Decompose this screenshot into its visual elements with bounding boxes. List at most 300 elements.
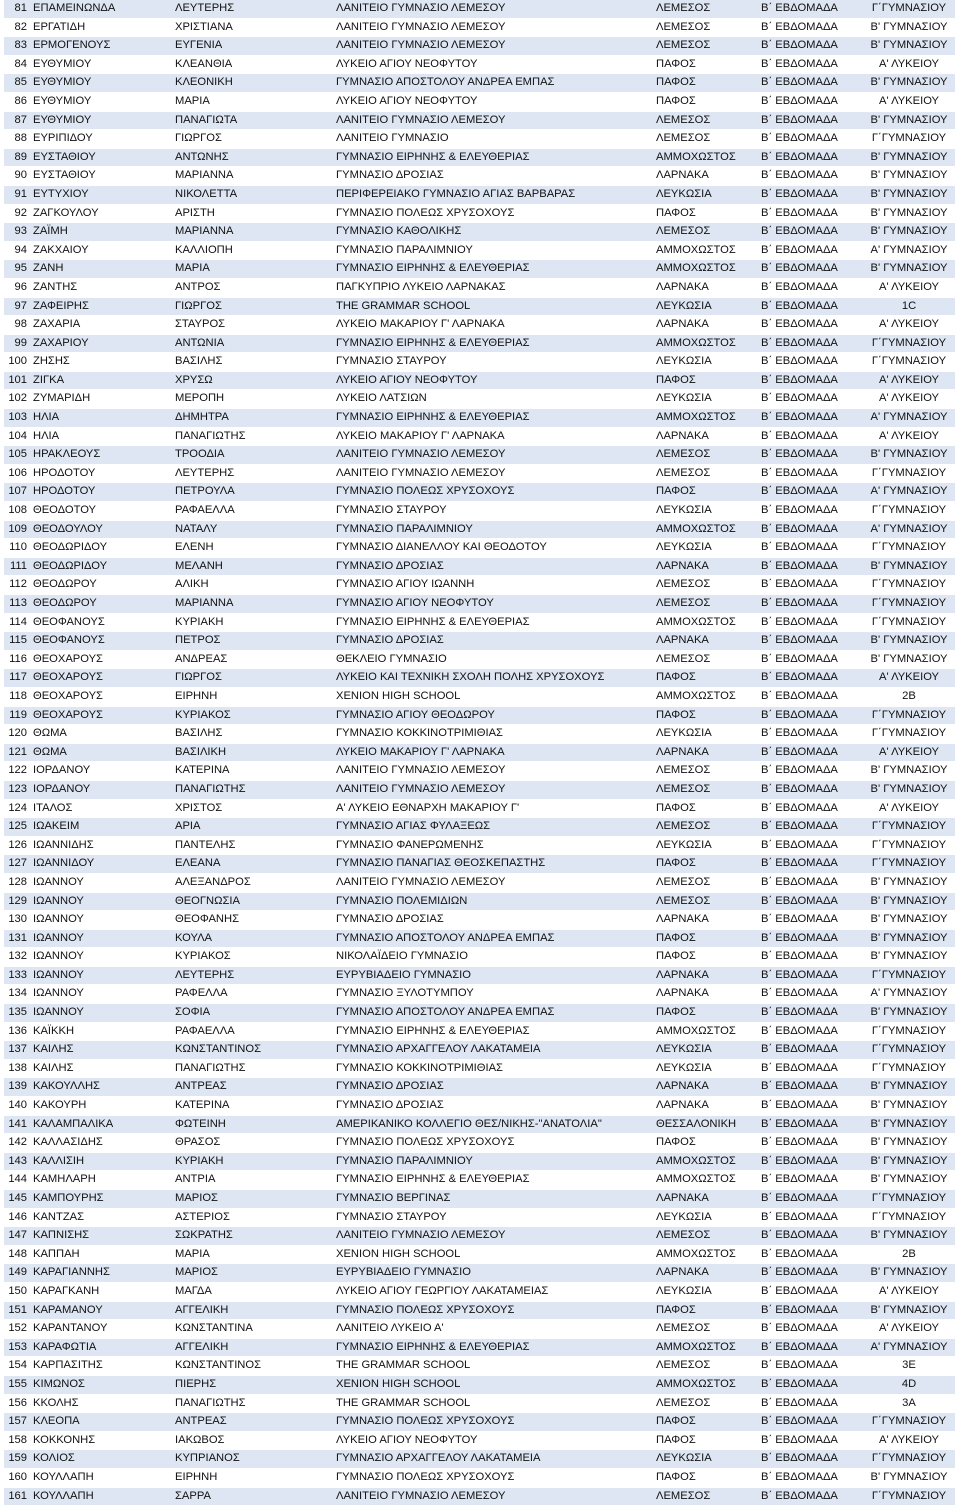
week-cell: Β΄ ΕΒΔΟΜΑΔΑ [758, 632, 863, 651]
row-number-cell: 134 [4, 985, 30, 1004]
school-name-cell: ΑΜΕΡΙΚΑΝΙΚΟ ΚΟΛΛΕΓΙΟ ΘΕΣ/ΝΙΚΗΣ-"ΑΝΑΤΟΛΙΑ" [333, 1115, 653, 1134]
table-row [4, 1450, 955, 1469]
table-row [4, 1375, 955, 1394]
week-cell: Β΄ ΕΒΔΟΜΑΔΑ [758, 836, 863, 855]
row-number-cell: 143 [4, 1152, 30, 1171]
city-cell: ΛΕΜΕΣΟΣ [653, 780, 758, 799]
class-level-cell: Α' ΛΥΚΕΙΟΥ [863, 371, 955, 390]
city-cell: ΛΑΡΝΑΚΑ [653, 911, 758, 930]
last-name-cell: ΚΟΚΚΟΝΗΣ [30, 1431, 172, 1450]
school-name-cell: ΓΥΜΝΑΣΙΟ ΑΓΙΟΥ ΘΕΟΔΩΡΟΥ [333, 706, 653, 725]
week-cell: Β΄ ΕΒΔΟΜΑΔΑ [758, 37, 863, 56]
city-cell: ΛΑΡΝΑΚΑ [653, 557, 758, 576]
table-row [4, 409, 955, 428]
week-cell: Β΄ ΕΒΔΟΜΑΔΑ [758, 185, 863, 204]
week-cell: Β΄ ΕΒΔΟΜΑΔΑ [758, 446, 863, 465]
school-name-cell: XENION HIGH SCHOOL [333, 1245, 653, 1264]
table-row [4, 557, 955, 576]
city-cell: ΠΑΦΟΣ [653, 204, 758, 223]
first-name-cell: ΦΩΤΕΙΝΗ [172, 1115, 333, 1134]
school-name-cell: ΓΥΜΝΑΣΙΟ ΑΠΟΣΤΟΛΟΥ ΑΝΔΡΕΑ ΕΜΠΑΣ [333, 74, 653, 93]
city-cell: ΛΕΥΚΩΣΙΑ [653, 1208, 758, 1227]
week-cell: Β΄ ΕΒΔΟΜΑΔΑ [758, 873, 863, 892]
row-number-cell: 102 [4, 390, 30, 409]
school-name-cell: ΕΥΡΥΒΙΑΔΕΙΟ ΓΥΜΝΑΣΙΟ [333, 1264, 653, 1283]
first-name-cell: ΣΩΚΡΑΤΗΣ [172, 1227, 333, 1246]
city-cell: ΛΕΥΚΩΣΙΑ [653, 1450, 758, 1469]
row-number-cell: 153 [4, 1338, 30, 1357]
city-cell: ΑΜΜΟΧΩΣΤΟΣ [653, 409, 758, 428]
last-name-cell: ΘΕΟΔΩΡΙΔΟΥ [30, 557, 172, 576]
last-name-cell: ΘΩΜΑ [30, 725, 172, 744]
class-level-cell: Α' ΛΥΚΕΙΟΥ [863, 427, 955, 446]
first-name-cell: ΠΑΝΑΓΙΩΤΗΣ [172, 1059, 333, 1078]
school-name-cell: ΓΥΜΝΑΣΙΟ ΣΤΑΥΡΟΥ [333, 1208, 653, 1227]
row-number-cell: 92 [4, 204, 30, 223]
last-name-cell: ΗΛΙΑ [30, 427, 172, 446]
school-name-cell: ΓΥΜΝΑΣΙΟ ΔΡΟΣΙΑΣ [333, 632, 653, 651]
week-cell: Β΄ ΕΒΔΟΜΑΔΑ [758, 725, 863, 744]
first-name-cell: ΚΥΡΙΑΚΗ [172, 613, 333, 632]
city-cell: ΛΕΜΕΣΟΣ [653, 130, 758, 149]
last-name-cell: ΖΥΜΑΡΙΔΗ [30, 390, 172, 409]
week-cell: Β΄ ΕΒΔΟΜΑΔΑ [758, 539, 863, 558]
last-name-cell: ΖΑΪΜΗ [30, 223, 172, 242]
last-name-cell: ΙΩΑΝΝΟΥ [30, 966, 172, 985]
class-level-cell: Β' ΓΥΜΝΑΣΙΟΥ [863, 1078, 955, 1097]
city-cell: ΑΜΜΟΧΩΣΤΟΣ [653, 334, 758, 353]
class-level-cell: Β' ΓΥΜΝΑΣΙΟΥ [863, 111, 955, 130]
school-name-cell: XENION HIGH SCHOOL [333, 687, 653, 706]
row-number-cell: 139 [4, 1078, 30, 1097]
last-name-cell: ΚΑΚΟΥΡΗ [30, 1097, 172, 1116]
week-cell: Β΄ ΕΒΔΟΜΑΔΑ [758, 74, 863, 93]
table-row [4, 929, 955, 948]
table-row [4, 1431, 955, 1450]
last-name-cell: ΚΑΛΛΑΣΙΔΗΣ [30, 1134, 172, 1153]
first-name-cell: ΒΑΣΙΛΗΣ [172, 725, 333, 744]
school-name-cell: ΓΥΜΝΑΣΙΟ ΑΡΧΑΓΓΕΛΟΥ ΛΑΚΑΤΑΜΕΙΑ [333, 1041, 653, 1060]
city-cell: ΛΑΡΝΑΚΑ [653, 278, 758, 297]
city-cell: ΛΑΡΝΑΚΑ [653, 1078, 758, 1097]
class-level-cell: Γ΄ΓΥΜΝΑΣΙΟΥ [863, 464, 955, 483]
last-name-cell: ΘΕΟΔΟΥΛΟΥ [30, 520, 172, 539]
last-name-cell: ΕΥΤΥΧΙΟΥ [30, 185, 172, 204]
table-row [4, 687, 955, 706]
first-name-cell: ΚΟΥΛΑ [172, 929, 333, 948]
school-name-cell: XENION HIGH SCHOOL [333, 1375, 653, 1394]
class-level-cell: 4D [863, 1375, 955, 1394]
first-name-cell: ΚΛΕΑΝΘΙΑ [172, 55, 333, 74]
row-number-cell: 126 [4, 836, 30, 855]
last-name-cell: ΙΤΑΛΟΣ [30, 799, 172, 818]
class-level-cell: Β' ΓΥΜΝΑΣΙΟΥ [863, 762, 955, 781]
first-name-cell: ΠΙΕΡΗΣ [172, 1375, 333, 1394]
last-name-cell: ΚΑΡΑΜΑΝΟΥ [30, 1301, 172, 1320]
school-name-cell: ΓΥΜΝΑΣΙΟ ΑΓΙΟΥ ΝΕΟΦΥΤΟΥ [333, 595, 653, 614]
city-cell: ΠΑΦΟΣ [653, 669, 758, 688]
first-name-cell: ΠΕΤΡΟΣ [172, 632, 333, 651]
city-cell: ΠΑΦΟΣ [653, 799, 758, 818]
week-cell: Β΄ ΕΒΔΟΜΑΔΑ [758, 1487, 863, 1506]
city-cell: ΠΑΦΟΣ [653, 483, 758, 502]
week-cell: Β΄ ΕΒΔΟΜΑΔΑ [758, 1431, 863, 1450]
first-name-cell: ΑΝΔΡΕΑΣ [172, 650, 333, 669]
city-cell: ΑΜΜΟΧΩΣΤΟΣ [653, 241, 758, 260]
city-cell: ΠΑΦΟΣ [653, 55, 758, 74]
class-level-cell: Γ΄ΓΥΜΝΑΣΙΟΥ [863, 1413, 955, 1432]
school-name-cell: ΛΥΚΕΙΟ ΑΓΙΟΥ ΝΕΟΦΥΤΟΥ [333, 371, 653, 390]
row-number-cell: 86 [4, 92, 30, 111]
school-name-cell: ΓΥΜΝΑΣΙΟ ΣΤΑΥΡΟΥ [333, 502, 653, 521]
row-number-cell: 103 [4, 409, 30, 428]
week-cell: Β΄ ΕΒΔΟΜΑΔΑ [758, 371, 863, 390]
last-name-cell: ΖΑΧΑΡΙΟΥ [30, 334, 172, 353]
last-name-cell: ΘΕΟΔΟΤΟΥ [30, 502, 172, 521]
city-cell: ΛΕΜΕΣΟΣ [653, 37, 758, 56]
table-row [4, 148, 955, 167]
city-cell: ΛΕΥΚΩΣΙΑ [653, 502, 758, 521]
row-number-cell: 116 [4, 650, 30, 669]
city-cell: ΠΑΦΟΣ [653, 1468, 758, 1487]
last-name-cell: ΕΥΘΥΜΙΟΥ [30, 111, 172, 130]
table-row [4, 762, 955, 781]
last-name-cell: ΙΩΑΝΝΙΔΟΥ [30, 855, 172, 874]
city-cell: ΛΑΡΝΑΚΑ [653, 1190, 758, 1209]
class-level-cell: Γ΄ΓΥΜΝΑΣΙΟΥ [863, 1059, 955, 1078]
class-level-cell: Β' ΓΥΜΝΑΣΙΟΥ [863, 948, 955, 967]
week-cell: Β΄ ΕΒΔΟΜΑΔΑ [758, 390, 863, 409]
school-name-cell: ΓΥΜΝΑΣΙΟ ΠΑΡΑΛΙΜΝΙΟΥ [333, 1152, 653, 1171]
city-cell: ΑΜΜΟΧΩΣΤΟΣ [653, 1152, 758, 1171]
week-cell: Β΄ ΕΒΔΟΜΑΔΑ [758, 409, 863, 428]
first-name-cell: ΠΑΝΑΓΙΩΤΑ [172, 111, 333, 130]
school-name-cell: ΓΥΜΝΑΣΙΟ ΠΟΛΕΜΙΔΙΩΝ [333, 892, 653, 911]
city-cell: ΛΕΜΕΣΟΣ [653, 464, 758, 483]
city-cell: ΠΑΦΟΣ [653, 1431, 758, 1450]
city-cell: ΛΕΜΕΣΟΣ [653, 595, 758, 614]
first-name-cell: ΑΣΤΕΡΙΟΣ [172, 1208, 333, 1227]
row-number-cell: 140 [4, 1097, 30, 1116]
table-row [4, 204, 955, 223]
city-cell: ΛΕΜΕΣΟΣ [653, 576, 758, 595]
last-name-cell: ΘΕΟΔΩΡΟΥ [30, 595, 172, 614]
first-name-cell: ΒΑΣΙΛΗΣ [172, 353, 333, 372]
last-name-cell: ΚΑΛΑΜΠΑΛΙΚΑ [30, 1115, 172, 1134]
last-name-cell: ΕΥΣΤΑΘΙΟΥ [30, 148, 172, 167]
row-number-cell: 142 [4, 1134, 30, 1153]
first-name-cell: ΝΙΚΟΛΕΤΤΑ [172, 185, 333, 204]
row-number-cell: 158 [4, 1431, 30, 1450]
class-level-cell: Β' ΓΥΜΝΑΣΙΟΥ [863, 1227, 955, 1246]
row-number-cell: 136 [4, 1022, 30, 1041]
first-name-cell: ΙΑΚΩΒΟΣ [172, 1431, 333, 1450]
table-row [4, 669, 955, 688]
week-cell: Β΄ ΕΒΔΟΜΑΔΑ [758, 1375, 863, 1394]
week-cell: Β΄ ΕΒΔΟΜΑΔΑ [758, 278, 863, 297]
first-name-cell: ΓΙΩΡΓΟΣ [172, 669, 333, 688]
table-row [4, 1059, 955, 1078]
city-cell: ΛΕΥΚΩΣΙΑ [653, 390, 758, 409]
first-name-cell: ΧΡΙΣΤΙΑΝΑ [172, 18, 333, 37]
last-name-cell: ΖΑΝΗ [30, 260, 172, 279]
school-name-cell: ΛΥΚΕΙΟ ΜΑΚΑΡΙΟΥ Γ' ΛΑΡΝΑΚΑ [333, 743, 653, 762]
week-cell: Β΄ ΕΒΔΟΜΑΔΑ [758, 0, 863, 18]
first-name-cell: ΜΑΓΔΑ [172, 1282, 333, 1301]
class-level-cell: Β' ΓΥΜΝΑΣΙΟΥ [863, 185, 955, 204]
class-level-cell: Γ΄ΓΥΜΝΑΣΙΟΥ [863, 706, 955, 725]
table-row [4, 1041, 955, 1060]
last-name-cell: ΕΡΓΑΤΙΔΗ [30, 18, 172, 37]
row-number-cell: 138 [4, 1059, 30, 1078]
last-name-cell: ΙΩΑΝΝΟΥ [30, 911, 172, 930]
first-name-cell: ΚΥΠΡΙΑΝΟΣ [172, 1450, 333, 1469]
school-name-cell: ΓΥΜΝΑΣΙΟ ΑΓΙΑΣ ΦΥΛΑΞΕΩΣ [333, 818, 653, 837]
row-number-cell: 144 [4, 1171, 30, 1190]
last-name-cell: ΘΕΟΦΑΝΟΥΣ [30, 613, 172, 632]
city-cell: ΘΕΣΣΑΛΟΝΙΚΗ [653, 1115, 758, 1134]
table-row [4, 0, 955, 18]
first-name-cell: ΡΑΦΑΕΛΛΑ [172, 502, 333, 521]
last-name-cell: ΘΕΟΧΑΡΟΥΣ [30, 706, 172, 725]
table-row [4, 873, 955, 892]
table-row [4, 818, 955, 837]
table-row [4, 539, 955, 558]
row-number-cell: 149 [4, 1264, 30, 1283]
last-name-cell: ΚΑΡΑΝΤΑΝΟΥ [30, 1320, 172, 1339]
school-name-cell: ΓΥΜΝΑΣΙΟ ΕΙΡΗΝΗΣ & ΕΛΕΥΘΕΡΙΑΣ [333, 334, 653, 353]
city-cell: ΛΕΥΚΩΣΙΑ [653, 1059, 758, 1078]
school-name-cell: ΓΥΜΝΑΣΙΟ ΑΓΙΟΥ ΙΩΑΝΝΗ [333, 576, 653, 595]
last-name-cell: ΚΑΡΠΑΣΙΤΗΣ [30, 1357, 172, 1376]
table-row [4, 111, 955, 130]
week-cell: Β΄ ΕΒΔΟΜΑΔΑ [758, 595, 863, 614]
city-cell: ΠΑΦΟΣ [653, 706, 758, 725]
row-number-cell: 150 [4, 1282, 30, 1301]
week-cell: Β΄ ΕΒΔΟΜΑΔΑ [758, 1041, 863, 1060]
school-name-cell: ΓΥΜΝΑΣΙΟ ΠΑΡΑΛΙΜΝΙΟΥ [333, 520, 653, 539]
last-name-cell: ΘΕΟΔΩΡΙΔΟΥ [30, 539, 172, 558]
week-cell: Β΄ ΕΒΔΟΜΑΔΑ [758, 669, 863, 688]
last-name-cell: ΘΕΟΦΑΝΟΥΣ [30, 632, 172, 651]
week-cell: Β΄ ΕΒΔΟΜΑΔΑ [758, 1208, 863, 1227]
class-level-cell: Β' ΓΥΜΝΑΣΙΟΥ [863, 892, 955, 911]
first-name-cell: ΕΥΓΕΝΙΑ [172, 37, 333, 56]
class-level-cell: Γ΄ΓΥΜΝΑΣΙΟΥ [863, 1190, 955, 1209]
table-row [4, 1468, 955, 1487]
table-row [4, 595, 955, 614]
week-cell: Β΄ ΕΒΔΟΜΑΔΑ [758, 1078, 863, 1097]
city-cell: ΑΜΜΟΧΩΣΤΟΣ [653, 148, 758, 167]
school-name-cell: ΛΥΚΕΙΟ ΑΓΙΟΥ ΝΕΟΦΥΤΟΥ [333, 92, 653, 111]
class-level-cell: Β' ΓΥΜΝΑΣΙΟΥ [863, 1097, 955, 1116]
table-row [4, 260, 955, 279]
last-name-cell: ΚΑΠΠΑΗ [30, 1245, 172, 1264]
class-level-cell: Γ΄ΓΥΜΝΑΣΙΟΥ [863, 1041, 955, 1060]
table-row [4, 1413, 955, 1432]
first-name-cell: ΚΑΛΛΙΟΠΗ [172, 241, 333, 260]
first-name-cell: ΣΟΦΙΑ [172, 1004, 333, 1023]
class-level-cell: Γ΄ΓΥΜΝΑΣΙΟΥ [863, 502, 955, 521]
school-name-cell: ΛΑΝΙΤΕΙΟ ΓΥΜΝΑΣΙΟ ΛΕΜΕΣΟΥ [333, 1227, 653, 1246]
week-cell: Β΄ ΕΒΔΟΜΑΔΑ [758, 316, 863, 335]
participant-list [4, 0, 955, 1506]
city-cell: ΠΑΦΟΣ [653, 74, 758, 93]
row-number-cell: 82 [4, 18, 30, 37]
table-row [4, 1171, 955, 1190]
table-row [4, 427, 955, 446]
city-cell: ΛΑΡΝΑΚΑ [653, 743, 758, 762]
week-cell: Β΄ ΕΒΔΟΜΑΔΑ [758, 502, 863, 521]
last-name-cell: ΕΡΜΟΓΕΝΟΥΣ [30, 37, 172, 56]
table-row [4, 74, 955, 93]
school-name-cell: ΓΥΜΝΑΣΙΟ ΚΑΘΟΛΙΚΗΣ [333, 223, 653, 242]
week-cell: Β΄ ΕΒΔΟΜΑΔΑ [758, 55, 863, 74]
class-level-cell: Β' ΓΥΜΝΑΣΙΟΥ [863, 1152, 955, 1171]
last-name-cell: ΚΑΪΚΚΗ [30, 1022, 172, 1041]
row-number-cell: 93 [4, 223, 30, 242]
school-name-cell: ΓΥΜΝΑΣΙΟ ΕΙΡΗΝΗΣ & ΕΛΕΥΘΕΡΙΑΣ [333, 1171, 653, 1190]
class-level-cell: Α' ΓΥΜΝΑΣΙΟΥ [863, 409, 955, 428]
school-name-cell: ΛΥΚΕΙΟ ΑΓΙΟΥ ΝΕΟΦΥΤΟΥ [333, 1431, 653, 1450]
table-row [4, 780, 955, 799]
week-cell: Β΄ ΕΒΔΟΜΑΔΑ [758, 706, 863, 725]
row-number-cell: 121 [4, 743, 30, 762]
week-cell: Β΄ ΕΒΔΟΜΑΔΑ [758, 483, 863, 502]
first-name-cell: ΡΑΦΑΕΛΛΑ [172, 1022, 333, 1041]
last-name-cell: ΕΥΣΤΑΘΙΟΥ [30, 167, 172, 186]
week-cell: Β΄ ΕΒΔΟΜΑΔΑ [758, 130, 863, 149]
row-number-cell: 99 [4, 334, 30, 353]
first-name-cell: ΚΥΡΙΑΚΟΣ [172, 948, 333, 967]
city-cell: ΛΕΜΕΣΟΣ [653, 0, 758, 18]
school-name-cell: ΛΑΝΙΤΕΙΟ ΓΥΜΝΑΣΙΟ ΛΕΜΕΣΟΥ [333, 873, 653, 892]
first-name-cell: ΚΥΡΙΑΚΗ [172, 1152, 333, 1171]
school-name-cell: THE GRAMMAR SCHOOL [333, 297, 653, 316]
row-number-cell: 120 [4, 725, 30, 744]
city-cell: ΛΕΥΚΩΣΙΑ [653, 836, 758, 855]
city-cell: ΛΕΜΕΣΟΣ [653, 650, 758, 669]
class-level-cell: Α' ΛΥΚΕΙΟΥ [863, 55, 955, 74]
first-name-cell: ΧΡΥΣΩ [172, 371, 333, 390]
school-name-cell: ΛΑΝΙΤΕΙΟ ΓΥΜΝΑΣΙΟ [333, 130, 653, 149]
week-cell: Β΄ ΕΒΔΟΜΑΔΑ [758, 260, 863, 279]
last-name-cell: ΖΑΝΤΗΣ [30, 278, 172, 297]
class-level-cell: 2B [863, 1245, 955, 1264]
school-name-cell: ΓΥΜΝΑΣΙΟ ΕΙΡΗΝΗΣ & ΕΛΕΥΘΕΡΙΑΣ [333, 613, 653, 632]
school-name-cell: ΓΥΜΝΑΣΙΟ ΠΟΛΕΩΣ ΧΡΥΣΟΧΟΥΣ [333, 1468, 653, 1487]
table-row [4, 278, 955, 297]
row-number-cell: 81 [4, 0, 30, 18]
week-cell: Β΄ ΕΒΔΟΜΑΔΑ [758, 818, 863, 837]
city-cell: ΛΕΥΚΩΣΙΑ [653, 539, 758, 558]
row-number-cell: 118 [4, 687, 30, 706]
week-cell: Β΄ ΕΒΔΟΜΑΔΑ [758, 1468, 863, 1487]
class-level-cell: Γ΄ΓΥΜΝΑΣΙΟΥ [863, 1208, 955, 1227]
school-name-cell: ΛΑΝΙΤΕΙΟ ΓΥΜΝΑΣΙΟ ΛΕΜΕΣΟΥ [333, 780, 653, 799]
first-name-cell: ΕΙΡΗΝΗ [172, 1468, 333, 1487]
last-name-cell: ΙΟΡΔΑΝΟΥ [30, 780, 172, 799]
class-level-cell: Β' ΓΥΜΝΑΣΙΟΥ [863, 1115, 955, 1134]
week-cell: Β΄ ΕΒΔΟΜΑΔΑ [758, 966, 863, 985]
school-name-cell: ΓΥΜΝΑΣΙΟ ΕΙΡΗΝΗΣ & ΕΛΕΥΘΕΡΙΑΣ [333, 1338, 653, 1357]
school-name-cell: ΛΥΚΕΙΟ ΛΑΤΣΙΩΝ [333, 390, 653, 409]
last-name-cell: ΗΡΑΚΛΕΟΥΣ [30, 446, 172, 465]
table-row [4, 966, 955, 985]
row-number-cell: 135 [4, 1004, 30, 1023]
week-cell: Β΄ ΕΒΔΟΜΑΔΑ [758, 353, 863, 372]
first-name-cell: ΚΩΝΣΤΑΝΤΙΝΑ [172, 1320, 333, 1339]
last-name-cell: ΗΡΟΔΟΤΟΥ [30, 464, 172, 483]
class-level-cell: Β' ΓΥΜΝΑΣΙΟΥ [863, 260, 955, 279]
first-name-cell: ΑΝΤΡΕΑΣ [172, 1078, 333, 1097]
last-name-cell: ΖΑΚΧΑΙΟΥ [30, 241, 172, 260]
class-level-cell: Β' ΓΥΜΝΑΣΙΟΥ [863, 1264, 955, 1283]
school-name-cell: ΝΙΚΟΛΑΪΔΕΙΟ ΓΥΜΝΑΣΙΟ [333, 948, 653, 967]
table-row [4, 1097, 955, 1116]
week-cell: Β΄ ΕΒΔΟΜΑΔΑ [758, 1152, 863, 1171]
table-row [4, 985, 955, 1004]
city-cell: ΑΜΜΟΧΩΣΤΟΣ [653, 613, 758, 632]
table-row [4, 241, 955, 260]
last-name-cell: ΚΟΥΛΛΑΠΗ [30, 1468, 172, 1487]
school-name-cell: ΓΥΜΝΑΣΙΟ ΕΙΡΗΝΗΣ & ΕΛΕΥΘΕΡΙΑΣ [333, 409, 653, 428]
last-name-cell: ΚΑΜΠΟΥΡΗΣ [30, 1190, 172, 1209]
first-name-cell: ΜΑΡΙΟΣ [172, 1190, 333, 1209]
last-name-cell: ΚΑΡΑΓΚΑΝΗ [30, 1282, 172, 1301]
class-level-cell: Α' ΛΥΚΕΙΟΥ [863, 743, 955, 762]
week-cell: Β΄ ΕΒΔΟΜΑΔΑ [758, 92, 863, 111]
class-level-cell: Β' ΓΥΜΝΑΣΙΟΥ [863, 1171, 955, 1190]
last-name-cell: ΚΟΥΛΛΑΠΗ [30, 1487, 172, 1506]
row-number-cell: 145 [4, 1190, 30, 1209]
city-cell: ΑΜΜΟΧΩΣΤΟΣ [653, 1338, 758, 1357]
table-row [4, 353, 955, 372]
first-name-cell: ΤΡΟΟΔΙΑ [172, 446, 333, 465]
school-name-cell: ΠΕΡΙΦΕΡΕΙΑΚΟ ΓΥΜΝΑΣΙΟ ΑΓΙΑΣ ΒΑΡΒΑΡΑΣ [333, 185, 653, 204]
school-name-cell: ΓΥΜΝΑΣΙΟ ΠΟΛΕΩΣ ΧΡΥΣΟΧΟΥΣ [333, 483, 653, 502]
table-row [4, 1282, 955, 1301]
first-name-cell: ΠΑΝΑΓΙΩΤΗΣ [172, 780, 333, 799]
week-cell: Β΄ ΕΒΔΟΜΑΔΑ [758, 111, 863, 130]
table-row [4, 390, 955, 409]
city-cell: ΛΑΡΝΑΚΑ [653, 316, 758, 335]
week-cell: Β΄ ΕΒΔΟΜΑΔΑ [758, 1171, 863, 1190]
row-number-cell: 90 [4, 167, 30, 186]
first-name-cell: ΘΕΟΦΑΝΗΣ [172, 911, 333, 930]
week-cell: Β΄ ΕΒΔΟΜΑΔΑ [758, 1413, 863, 1432]
school-name-cell: ΓΥΜΝΑΣΙΟ ΕΙΡΗΝΗΣ & ΕΛΕΥΘΕΡΙΑΣ [333, 1022, 653, 1041]
school-name-cell: ΓΥΜΝΑΣΙΟ ΠΟΛΕΩΣ ΧΡΥΣΟΧΟΥΣ [333, 204, 653, 223]
class-level-cell: Γ΄ΓΥΜΝΑΣΙΟΥ [863, 1487, 955, 1506]
school-name-cell: ΓΥΜΝΑΣΙΟ ΔΡΟΣΙΑΣ [333, 167, 653, 186]
class-level-cell: Γ΄ΓΥΜΝΑΣΙΟΥ [863, 539, 955, 558]
row-number-cell: 130 [4, 911, 30, 930]
first-name-cell: ΒΑΣΙΛΙΚΗ [172, 743, 333, 762]
row-number-cell: 91 [4, 185, 30, 204]
last-name-cell: ΚΚΟΛΗΣ [30, 1394, 172, 1413]
city-cell: ΛΕΜΕΣΟΣ [653, 1487, 758, 1506]
class-level-cell: Β' ΓΥΜΝΑΣΙΟΥ [863, 632, 955, 651]
school-name-cell: ΛΥΚΕΙΟ ΚΑΙ ΤΕΧΝΙΚΗ ΣΧΟΛΗ ΠΟΛΗΣ ΧΡΥΣΟΧΟΥΣ [333, 669, 653, 688]
school-name-cell: ΛΥΚΕΙΟ ΑΓΙΟΥ ΓΕΩΡΓΙΟΥ ΛΑΚΑΤΑΜΕΙΑΣ [333, 1282, 653, 1301]
week-cell: Β΄ ΕΒΔΟΜΑΔΑ [758, 427, 863, 446]
school-name-cell: ΓΥΜΝΑΣΙΟ ΠΑΡΑΛΙΜΝΙΟΥ [333, 241, 653, 260]
table-row [4, 1115, 955, 1134]
class-level-cell: Γ΄ΓΥΜΝΑΣΙΟΥ [863, 966, 955, 985]
city-cell: ΛΕΥΚΩΣΙΑ [653, 353, 758, 372]
week-cell: Β΄ ΕΒΔΟΜΑΔΑ [758, 1282, 863, 1301]
